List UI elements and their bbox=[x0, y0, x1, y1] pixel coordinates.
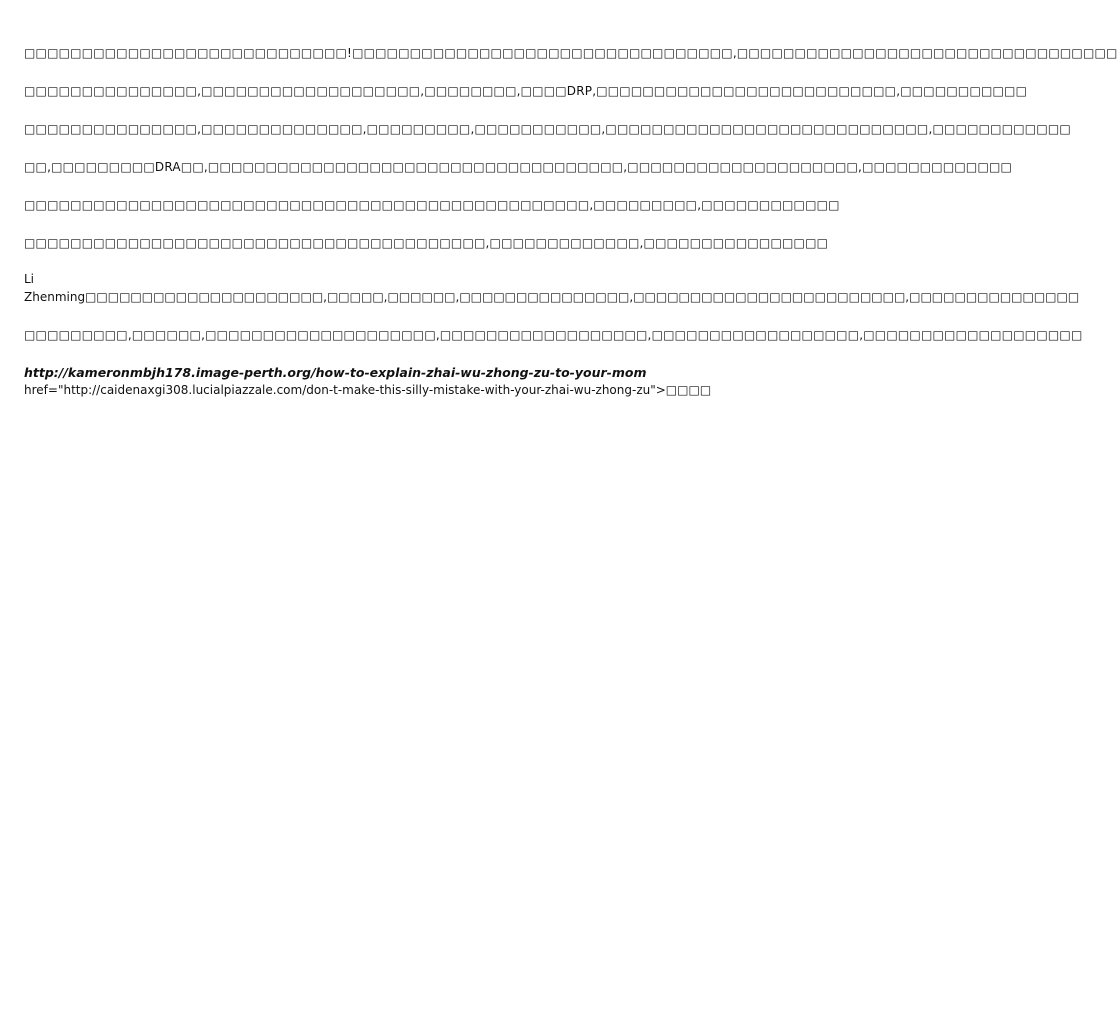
paragraph-5: □□□□□□□□□□□□□□□□□□□□□□□□□□□□□□□□□□□□□□□□□□□□□□□□□,□□□□□□□□□,□□□□□□□□□□□□ bbox=[24, 198, 840, 212]
paragraph-2: □□□□□□□□□□□□□□□,□□□□□□□□□□□□□□□□□□□,□□□□□□□□,□□□□DRP,□□□□□□□□□□□□□□□□□□□□□□□□□□,□□□□□□□□□□□ bbox=[24, 84, 1028, 98]
article-link[interactable]: http://kameronmbjh178.image-perth.org/how-to-explain-zhai-wu-zhong-zu-to-your-mom bbox=[24, 365, 647, 380]
paragraph-3: □□□□□□□□□□□□□□□,□□□□□□□□□□□□□□,□□□□□□□□□,□□□□□□□□□□□,□□□□□□□□□□□□□□□□□□□□□□□□□□□□,□□□□□□□□□□□□ bbox=[24, 122, 1071, 136]
paragraph-1: □□□□□□□□□□□□□□□□□□□□□□□□□□□□!□□□□□□□□□□□□□□□□□□□□□□□□□□□□□□□□□,□□□□□□□□□□□□□□□□□□□□□□□□□□□□□□□□□ bbox=[24, 46, 1118, 60]
name-paragraph bbox=[24, 270, 1080, 306]
closing-paragraph: □□□□□□□□□,□□□□□□,□□□□□□□□□□□□□□□□□□□□,□□□□□□□□□□□□□□□□□□,□□□□□□□□□□□□□□□□□□,□□□□□□□□□□□□□□□□□□□ bbox=[24, 328, 1083, 342]
paragraph-6: □□□□□□□□□□□□□□□□□□□□□□□□□□□□□□□□□□□□□□□□,□□□□□□□□□□□□□,□□□□□□□□□□□□□□□□ bbox=[24, 236, 829, 250]
name-paragraph-line-1: Li bbox=[24, 272, 35, 286]
document-body bbox=[24, 44, 1118, 399]
raw-href-text: href="http://caidenaxgi308.lucialpiazzale.com/don-t-make-this-silly-mistake-with-your-zhai-wu-zhong-zu">□□□□ bbox=[24, 383, 712, 397]
name-paragraph-line-2: Zhenming□□□□□□□□□□□□□□□□□□□□□,□□□□□,□□□□□□,□□□□□□□□□□□□□□□,□□□□□□□□□□□□□□□□□□□□□□□□,□□□□□□□□□□□□□□□ bbox=[24, 290, 1080, 304]
paragraph-4: □□,□□□□□□□□□DRA□□,□□□□□□□□□□□□□□□□□□□□□□□□□□□□□□□□□□□□,□□□□□□□□□□□□□□□□□□□□,□□□□□□□□□□□□□ bbox=[24, 160, 1013, 174]
